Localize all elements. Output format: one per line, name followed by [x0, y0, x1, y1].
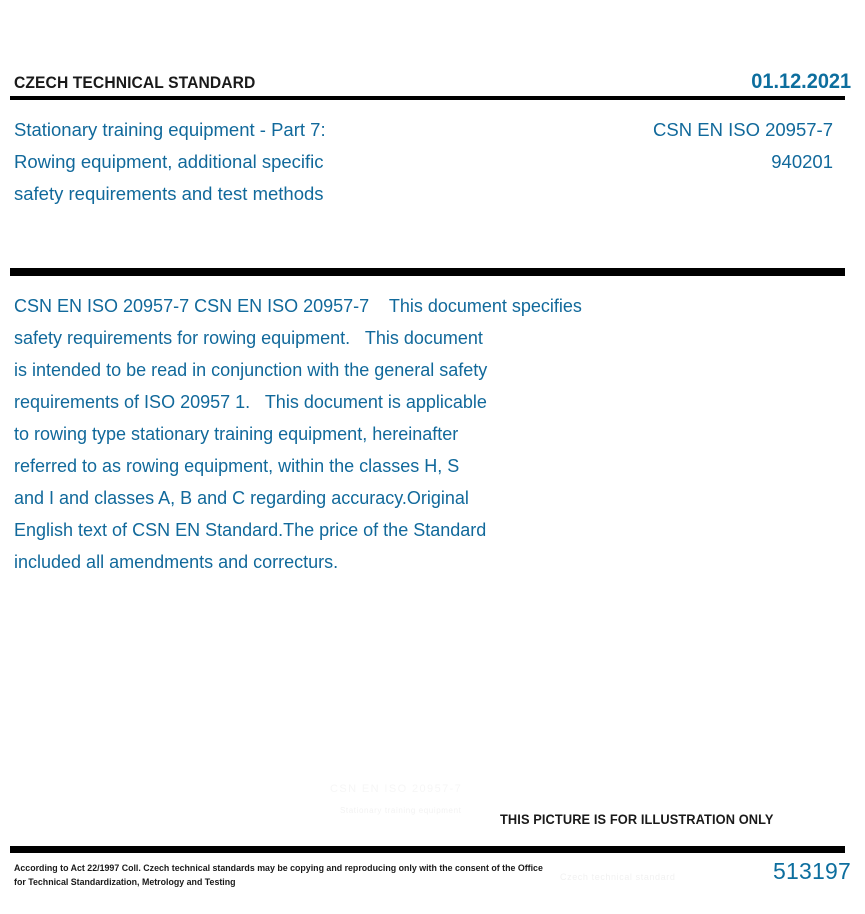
standard-title-line: Stationary training equipment - Part 7: — [14, 119, 326, 140]
abstract-line: safety requirements for rowing equipment. This document — [14, 328, 483, 348]
abstract-line: and I and classes A, B and C regarding accuracy.Original — [14, 488, 469, 508]
document-header — [14, 70, 851, 94]
abstract-top-rule — [10, 268, 845, 276]
watermark-text-footer: Czech technical standard — [560, 872, 676, 882]
copyright-notice-line: for Technical Standardization, Metrology and Testing — [14, 877, 236, 888]
standard-title-block — [14, 114, 833, 224]
standard-code: CSN EN ISO 20957-7 — [653, 119, 833, 140]
publication-date: 01.12.2021 — [751, 70, 851, 93]
abstract-line: CSN EN ISO 20957-7 CSN EN ISO 20957-7 This document specifies — [14, 296, 582, 316]
standard-title-line: safety requirements and test methods — [14, 183, 324, 204]
standard-title — [14, 114, 484, 210]
illustration-only-note: THIS PICTURE IS FOR ILLUSTRATION ONLY — [500, 812, 774, 827]
standard-designation — [503, 114, 833, 178]
header-divider-rule — [10, 96, 845, 100]
copyright-notice — [14, 862, 572, 890]
abstract-line: included all amendments and correcturs. — [14, 552, 339, 572]
abstract-line: English text of CSN EN Standard.The price of the Standard — [14, 520, 487, 540]
page-title: CZECH TECHNICAL STANDARD — [14, 73, 256, 92]
catalog-number: 513197 — [773, 858, 851, 884]
abstract-line: to rowing type stationary training equipment, hereinafter — [14, 424, 459, 444]
watermark-text-secondary: Stationary training equipment — [340, 806, 462, 815]
standard-class-number: 940201 — [771, 151, 833, 172]
footer-divider-rule — [10, 846, 845, 853]
abstract-line: requirements of ISO 20957 1. This document is applicable — [14, 392, 487, 412]
copyright-notice-line: According to Act 22/1997 Coll. Czech technical standards may be copying and reproducing only with the consent of the Office — [14, 863, 543, 874]
standard-title-line: Rowing equipment, additional specific — [14, 151, 324, 172]
abstract-text — [14, 290, 714, 578]
abstract-line: is intended to be read in conjunction with the general safety — [14, 360, 488, 380]
watermark-text-primary: CSN EN ISO 20957-7 — [330, 783, 463, 795]
abstract-line: referred to as rowing equipment, within the classes H, S — [14, 456, 460, 476]
